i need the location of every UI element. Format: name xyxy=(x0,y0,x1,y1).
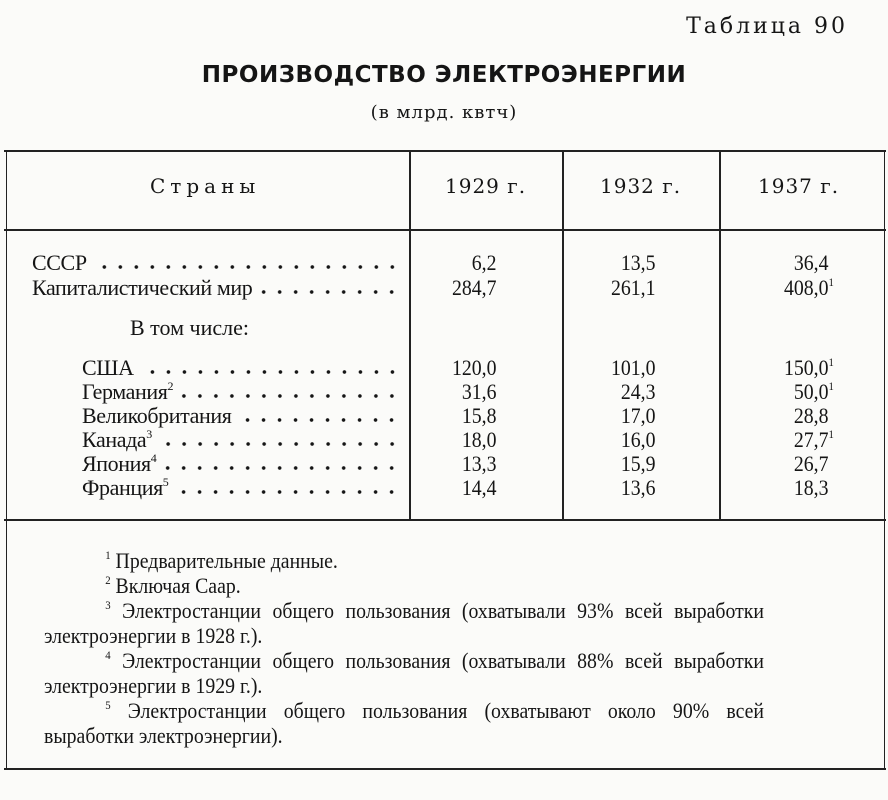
value-cell: 284,7 xyxy=(451,275,496,300)
country-name: Япония$^4$ xyxy=(82,451,157,476)
country-name: Германия$^2$ xyxy=(82,379,174,404)
value-cell: 17,0 xyxy=(620,403,655,428)
value-cell: 31,6 xyxy=(461,379,496,404)
leader-dots xyxy=(176,489,400,495)
leader-dots xyxy=(160,441,400,447)
value-cell: 18,0 xyxy=(461,427,496,452)
value-cell: 27,7 1 xyxy=(793,427,834,452)
leader-dots xyxy=(260,289,400,295)
leader-dots xyxy=(181,393,400,399)
table-row xyxy=(0,451,888,476)
subheading-row xyxy=(0,315,888,340)
header-countries: Страны xyxy=(150,174,261,198)
value-cell: 150,0 1 xyxy=(783,355,834,380)
leader-dots xyxy=(239,417,400,423)
country-name: Капиталистический мир xyxy=(32,275,253,300)
country-name: Канада$^3$ xyxy=(82,427,152,452)
table-top-border xyxy=(4,150,886,152)
table-title: ПРОИЗВОДСТВО ЭЛЕКТРОЭНЕРГИИ xyxy=(201,62,687,88)
footnote: $^4$ Электростанции общего пользования (охватывали 88% всей выработки электроэнергии в 1929 г.). xyxy=(44,648,765,698)
country-name: Франция$^5$ xyxy=(82,475,169,500)
header-1932: 1932 г. xyxy=(600,174,682,198)
table-units: (в млрд. квтч) xyxy=(370,102,518,123)
value-cell: 28,8 xyxy=(793,403,828,428)
country-name: США xyxy=(82,355,134,380)
value-cell: 36,4 xyxy=(793,250,828,275)
subheading: В том числе: xyxy=(130,315,249,340)
body-divider xyxy=(4,519,886,521)
table-row xyxy=(0,355,888,380)
footnote: $^3$ Электростанции общего пользования (охватывали 93% всей выработки электроэнергии в 1928 г.). xyxy=(44,598,765,648)
leader-dots xyxy=(164,465,400,471)
leader-dots xyxy=(95,264,400,270)
header-divider xyxy=(4,229,886,231)
value-cell: 15,9 xyxy=(620,451,655,476)
value-cell: 14,4 xyxy=(461,475,496,500)
value-cell: 6,2 xyxy=(471,250,496,275)
value-cell: 13,6 xyxy=(620,475,655,500)
value-cell: 13,3 xyxy=(461,451,496,476)
table-number: Таблица 90 xyxy=(686,14,848,39)
value-cell: 18,3 xyxy=(793,475,828,500)
footnote: $^5$ Электростанции общего пользования (охватывают около 90% всей выработки электроэнергии). xyxy=(44,698,764,748)
value-cell: 24,3 xyxy=(620,379,655,404)
country-name: СССР xyxy=(32,250,87,275)
table-row xyxy=(0,275,888,300)
value-cell: 16,0 xyxy=(620,427,655,452)
value-cell: 50,0 1 xyxy=(793,379,834,404)
table-row xyxy=(0,475,888,500)
value-cell: 120,0 xyxy=(451,355,496,380)
country-name: Великобритания xyxy=(82,403,232,428)
table-row xyxy=(0,427,888,452)
header-1929: 1929 г. xyxy=(445,174,527,198)
value-cell: 408,0 1 xyxy=(783,275,834,300)
table-bottom-border xyxy=(4,768,886,770)
header-1937: 1937 г. xyxy=(758,174,840,198)
footnote: $^2$ Включая Саар. xyxy=(105,573,241,598)
value-cell: 101,0 xyxy=(610,355,655,380)
table-row xyxy=(0,403,888,428)
leader-dots xyxy=(142,369,400,375)
footnote: $^1$ Предварительные данные. xyxy=(105,548,338,573)
value-cell: 26,7 xyxy=(793,451,828,476)
value-cell: 261,1 xyxy=(610,275,655,300)
value-cell: 15,8 xyxy=(461,403,496,428)
footnotes xyxy=(44,548,764,748)
value-cell: 13,5 xyxy=(620,250,655,275)
table-row xyxy=(0,250,888,275)
table-row xyxy=(0,379,888,404)
